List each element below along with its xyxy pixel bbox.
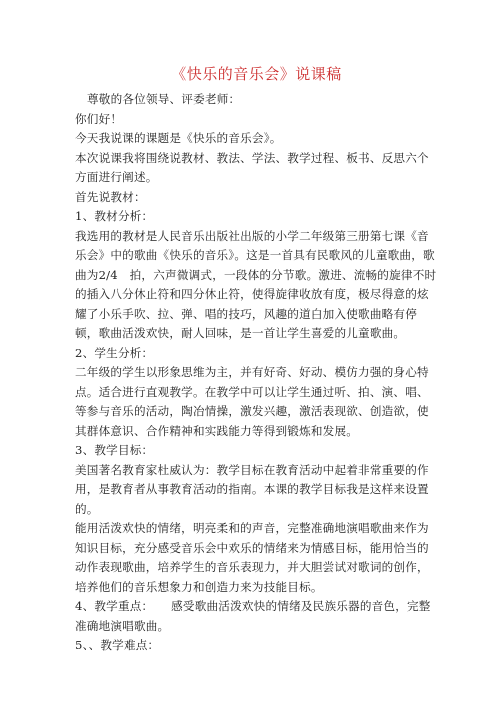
student-analysis-paragraph: 二年级的学生以形象思维为主，并有好奇、好动、模仿力强的身心特点。适合进行直观教学。在教学中可以让学生通过听、拍、演、唱、等参与音乐的活动，陶冶情操，激发兴趣，激活表现欲、创造欲，使其群体意识、合作精神和实践能力等得到锻炼和发展。: [75, 365, 429, 438]
teaching-goals-intro-paragraph: 美国著名教育家杜威认为：教学目标在教育活动中起着非常重要的作用，是教育者从事教育活动的指南。本课的教学目标我是这样来设置的。: [75, 462, 429, 516]
subheading-teaching-difficulty: 5、、教学难点：: [75, 638, 160, 652]
subheading-material-analysis: 1、教材分析：: [75, 209, 154, 223]
subheading-student-analysis: 2、学生分析：: [75, 345, 154, 360]
greeting-paragraph: 尊敬的各位领导、评委老师：: [87, 92, 241, 106]
teaching-focus-paragraph: 4、教学重点： 感受歌曲活泼欢快的情绪及民族乐器的音色，完整准确地演唱歌曲。: [75, 599, 431, 633]
section-heading-textbook: 首先说教材：: [75, 189, 146, 204]
overview-paragraph: 本次说课我将围绕说教材、教法、学法、教学过程、板书、反思六个方面进行阐述。: [75, 150, 429, 184]
material-analysis-paragraph: 我选用的教材是人民音乐出版社出版的小学二年级第三册第七课《音乐会》中的歌曲《快乐的音乐》。这是一首具有民歌风的儿童歌曲，歌曲为2/4 拍，六声微调式，一段体的分节歌。激进、流畅的旋律不时的插入八分休止符和四分休止符，使得旋律收放有度，极尽得意的炫耀了小乐手吹、拉、弹、唱的技巧，风趣的道白加入使歌曲略有停顿，歌曲活泼欢快，耐人回味，是一首让学生喜爱的儿童歌曲。: [75, 228, 437, 340]
hello-paragraph: 你们好！: [75, 111, 123, 126]
teaching-goals-detail-paragraph: 能用活泼欢快的情绪，明亮柔和的声音，完整准确地演唱歌曲来作为知识目标，充分感受音乐会中欢乐的情绪来为情感目标，能用恰当的动作表现歌曲，培养学生的音乐表现力，并大胆尝试对歌词的创作，培养他们的音乐想象力和创造力来为技能目标。: [75, 521, 429, 594]
document-title: 《快乐的音乐会》说课稿: [171, 65, 342, 83]
topic-paragraph: 今天我说课的课题是《快乐的音乐会》。: [75, 131, 282, 145]
subheading-teaching-goals: 3、教学目标：: [75, 443, 154, 457]
